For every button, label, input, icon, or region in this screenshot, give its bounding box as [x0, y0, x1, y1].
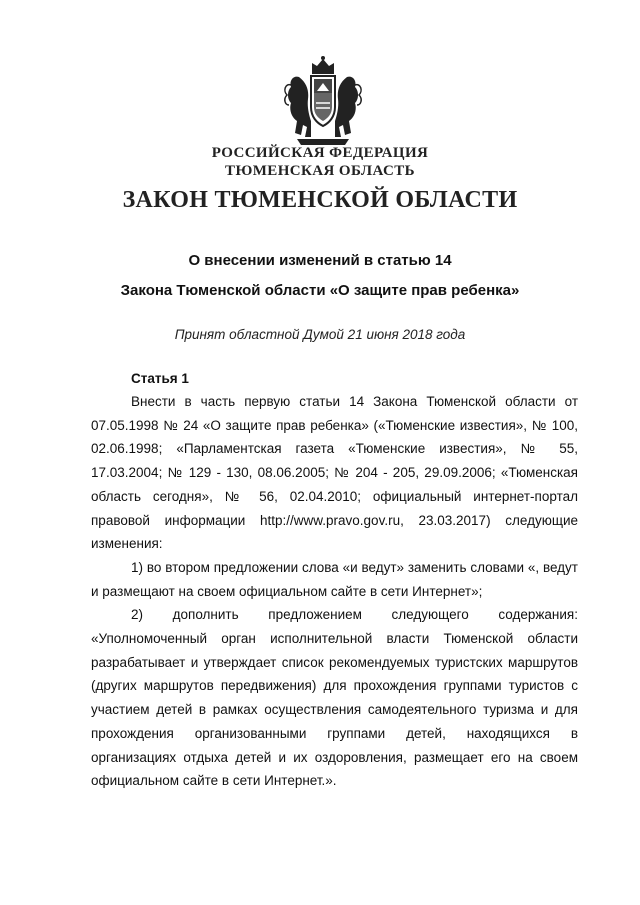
region-name: ТЮМЕНСКАЯ ОБЛАСТЬ: [225, 163, 415, 179]
article-paragraph: Внести в часть первую статьи 14 Закона Тюменской области от 07.05.1998 № 24 «О защите прав ребенка» («Тюменские известия», № 100, 02.06.1998; «Парламентская газета «Тюменские известия», № 55, 17.03.2004; № 129 - 130, 08.06.2005; № 204 - 205, 29.09.2006; «Тюменская область сегодня», № 56, 02.04.2010; официальный интернет-портал правовой информации http://www.pravo.gov.ru, 23.03.2017) следующие изменения:: [91, 394, 578, 552]
article-body: [91, 390, 578, 793]
law-title: ЗАКОН ТЮМЕНСКОЙ ОБЛАСТИ: [122, 187, 518, 213]
adoption-date: Принят областной Думой 21 июня 2018 года: [174, 327, 466, 342]
document-title-line-1: О внесении изменений в статью 14: [188, 252, 452, 269]
document-title-line-2: Закона Тюменской области «О защите прав ребенка»: [120, 282, 520, 299]
article-paragraph: 2) дополнить предложением следующего содержания: «Уполномоченный орган исполнительной власти Тюменской области разрабатывает и утверждает список рекомендуемых туристских маршрутов (других маршрутов передвижения) для прохождения группами туристов с участием детей в рамках осуществления самодеятельного туризма и для прохождения организованными группами детей, находящихся в организациях отдыха детей и их оздоровления, размещает его на своем официальном сайте в сети Интернет.».: [91, 607, 578, 789]
coat-of-arms-icon: [281, 55, 365, 147]
article-heading: Статья 1: [131, 371, 189, 386]
article-paragraph: 1) во втором предложении слова «и ведут» заменить словами «, ведут и размещают на своем официальном сайте в сети Интернет»;: [91, 559, 578, 599]
country-name: РОССИЙСКАЯ ФЕДЕРАЦИЯ: [211, 145, 429, 161]
